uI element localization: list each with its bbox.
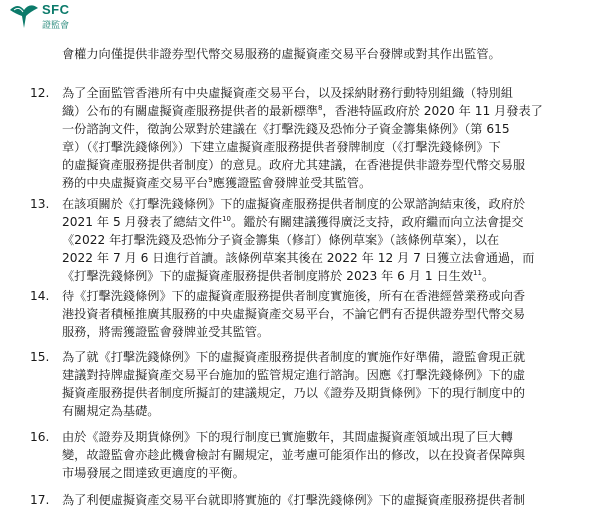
paragraph-number: 14. xyxy=(30,289,50,303)
paragraph-line: 港投資者積極推廣其服務的中央虛擬資產交易平台，不論它們有否提供證券型代幣交易 xyxy=(62,307,526,321)
logo-name: SFC xyxy=(42,2,70,17)
paragraph-line: 擬資產服務提供者制度所擬訂的建議規定，乃以《證券及期貨條例》下的現行制度中的 xyxy=(62,386,526,400)
paragraph-number: 13. xyxy=(30,197,50,211)
intro-line: 會權力向僅提供非證券型代幣交易服務的虛擬資產交易平台發牌或對其作出監管。 xyxy=(62,47,501,61)
paragraph-line: 有關規定為基礎。 xyxy=(62,404,160,418)
paragraph-line: 一份諮詢文件，徵詢公眾對於建議在《打擊洗錢及恐怖分子資金籌集條例》（第 615 xyxy=(62,122,510,136)
footnote-ref[interactable]: 11 xyxy=(473,269,482,277)
paragraph-line: 市場發展之間達致更適度的平衡。 xyxy=(62,466,245,480)
paragraph-line: 2021 年 5 月發表了總結文件$^{10}$。鑑於有關建議獲得廣泛支持，政府繼而向立法會提交 xyxy=(62,215,524,229)
paragraph-number: 12. xyxy=(30,86,50,100)
paragraph-line: 為了利便虛擬資產交易平台就即將實施的《打擊洗錢條例》下的虛擬資產服務提供者制 xyxy=(62,493,526,507)
paragraph-line: 為了就《打擊洗錢條例》下的虛擬資產服務提供者制度的實施作好準備，證監會現正就 xyxy=(62,350,526,364)
paragraph-line: 為了全面監管香港所有中央虛擬資產交易平台，以及採納財務行動特別組織（特別組 xyxy=(62,86,513,100)
paragraph-number: 16. xyxy=(30,430,50,444)
logo-name-zh: 證監會 xyxy=(42,21,70,31)
paragraph-line: 《2022 年打擊洗錢及恐怖分子資金籌集（修訂）條例草案》（該條例草案），以在 xyxy=(62,233,500,247)
paragraph-number: 15. xyxy=(30,350,50,364)
sfc-logo xyxy=(8,0,118,34)
footnote-ref[interactable]: 9 xyxy=(208,176,213,184)
paragraph-line: 待《打擊洗錢條例》下的虛擬資產服務提供者制度實施後，所有在香港經營業務或向香 xyxy=(62,289,526,303)
paragraph-line: 《打擊洗錢條例》下的虛擬資產服務提供者制度將於 2023 年 6 月 1 日生效$^{11}$。 xyxy=(62,269,495,283)
paragraph-line: 章）（《打擊洗錢條例》）下建立虛擬資產服務提供者發牌制度（《打擊洗錢條例》下 xyxy=(62,140,501,154)
paragraph-number: 17. xyxy=(30,493,50,507)
paragraph-line: 服務，將需獲證監會發牌並受其監管。 xyxy=(62,325,270,339)
paragraph-line: 變，故證監會亦趁此機會檢討有關規定，並考慮可能須作出的修改，以在投資者保障與 xyxy=(62,448,526,462)
footnote-ref[interactable]: 8 xyxy=(317,104,323,112)
paragraph-line: 建議對持牌虛擬資產交易平台施加的監管規定進行諮詢。因應《打擊洗錢條例》下的虛 xyxy=(62,368,526,382)
paragraph-line: 務的中央虛擬資產交易平台$^9$應獲證監會發牌並受其監管。 xyxy=(62,176,372,190)
paragraph-line: 在該項關於《打擊洗錢條例》下的虛擬資產服務提供者制度的公眾諮詢結束後，政府於 xyxy=(62,197,526,211)
footnote-ref[interactable]: 10 xyxy=(222,215,232,223)
paragraph-line: 織）公布的有關虛擬資產服務提供者的最新標準$^8$，香港特區政府於 2020 年 11 月發表了 xyxy=(62,104,543,118)
paragraph-line: 2022 年 7 月 6 日進行首讀。該條例草案其後在 2022 年 12 月 7 日獲立法會通過，而 xyxy=(62,251,535,265)
paragraph-line: 的虛擬資產服務提供者制度）的意見。政府尤其建議，在香港提供非證券型代幣交易服 xyxy=(62,158,526,172)
paragraph-line: 由於《證券及期貨條例》下的現行制度已實施數年，其間虛擬資產領域出現了巨大轉 xyxy=(62,430,513,444)
bauhinia-bird-icon xyxy=(8,0,40,30)
